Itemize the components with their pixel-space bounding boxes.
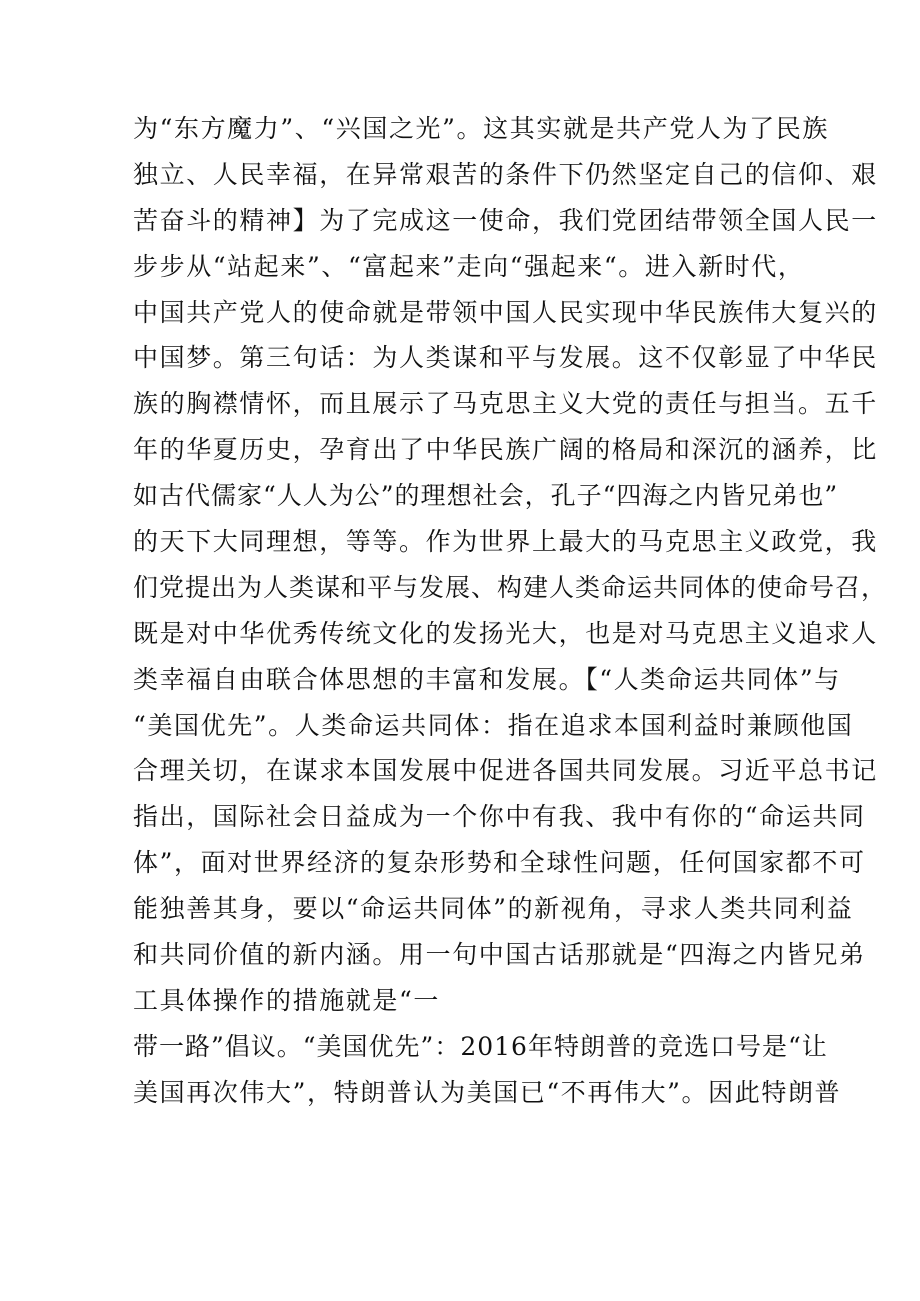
text-line: 中国梦。第三句话：为人类谋和平与发展。这不仅彰显了中华民: [133, 343, 878, 373]
text-line: 族的胸襟情怀，而且展示了马克思主义大党的责任与担当。五千: [133, 389, 878, 419]
text-line: 既是对中华优秀传统文化的发扬光大，也是对马克思主义追求人: [133, 618, 878, 648]
text-line: 的天下大同理想，等等。作为世界上最大的马克思主义政党，我: [133, 527, 878, 557]
text-line: 体”，面对世界经济的复杂形势和全球性问题，任何国家都不可: [133, 848, 866, 878]
document-body-text: [133, 106, 888, 1116]
text-line: 工具体操作的措施就是“一: [133, 985, 440, 1015]
text-line: 能独善其身，要以“命运共同体”的新视角，寻求人类共同利益: [133, 894, 854, 924]
text-line: 独立、人民幸福，在异常艰苦的条件下仍然坚定自己的信仰、艰: [133, 159, 878, 189]
text-line: 中国共产党人的使命就是带领中国人民实现中华民族伟大复兴的: [133, 297, 878, 327]
text-line: 指出，国际社会日益成为一个你中有我、我中有你的“命运共同: [133, 802, 866, 832]
text-line: 步步从“站起来”、“富起来”走向“强起来“。进入新时代，: [133, 251, 805, 281]
text-line: 为“东方魔力”、“兴国之光”。这其实就是共产党人为了民族: [133, 114, 829, 143]
text-line: 带一路”倡议。“美国优先”：2016年特朗普的竞选口号是“让: [133, 1031, 828, 1061]
text-line: 如古代儒家“人人为公”的理想社会，孔子“四海之内皆兄弟也”: [133, 481, 839, 511]
text-line: “美国优先”。人类命运共同体：指在追求本国利益时兼顾他国: [133, 710, 854, 740]
text-line: 美国再次伟大”，特朗普认为美国已“不再伟大”。因此特朗普: [133, 1077, 842, 1107]
text-line: 们党提出为人类谋和平与发展、构建人类命运共同体的使命号召，: [133, 572, 888, 602]
text-line: 年的华夏历史，孕育出了中华民族广阔的格局和深沉的涵养，比: [133, 435, 878, 465]
text-line: 合理关切，在谋求本国发展中促进各国共同发展。习近平总书记: [133, 756, 878, 786]
text-line: 和共同价值的新内涵。用一句中国古话那就是“四海之内皆兄弟: [133, 940, 866, 970]
text-line: 类幸福自由联合体思想的丰富和发展。【“人类命运共同体”与: [133, 664, 841, 694]
text-line: 苦奋斗的精神】为了完成这一使命，我们党团结带领全国人民一: [133, 205, 878, 235]
